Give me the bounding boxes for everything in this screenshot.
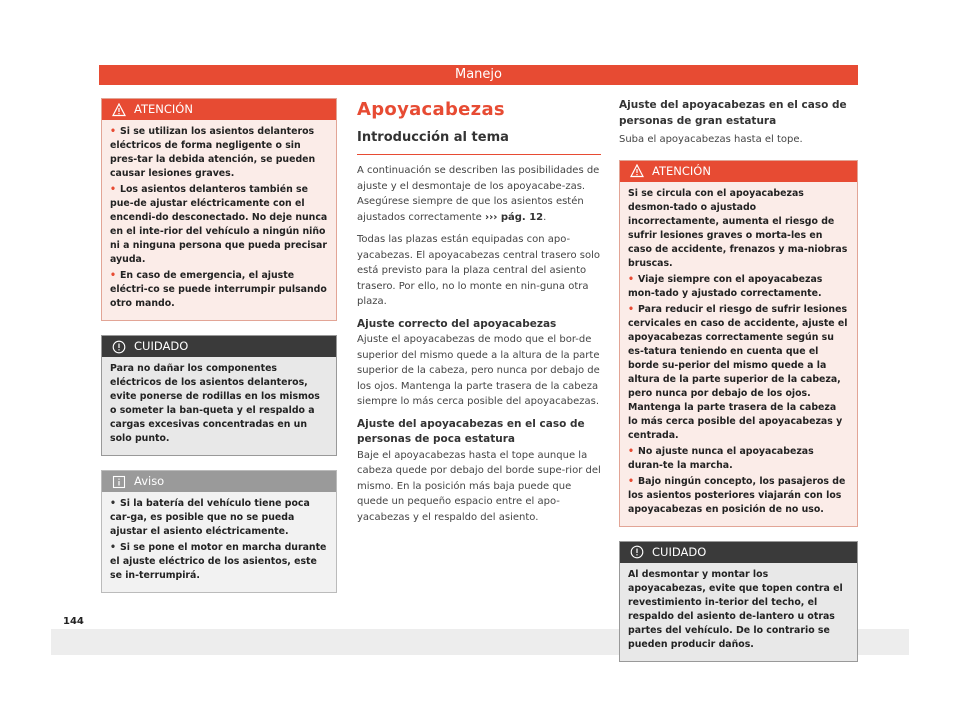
warning-item: • Para reducir el riesgo de sufrir lesiones cervicales en caso de accidente, ajuste el apoyacabezas correctamente según su es-tatura teniendo en cuenta que el borde su-perior del mismo quede a la altura de la parte superior de la cabeza, pero nunca por debajo de los ojos. Mantenga la parte trasera de la cabeza lo más cerca posible del apoyacabezas y centrada. <box>628 303 849 443</box>
note-item: • Si la batería del vehículo tiene poca car-ga, es posible que no se pueda ajustar el asiento eléctricamente. <box>110 497 328 539</box>
caution-box-header <box>620 542 857 563</box>
section-title: Apoyacabezas <box>357 99 505 120</box>
note-item: • Si se pone el motor en marcha durante el ajuste eléctrico de los asientos, este se in-terrumpirá. <box>110 541 328 583</box>
right-column <box>619 98 858 676</box>
caution-circle-icon <box>630 545 644 559</box>
warning-title: ATENCIÓN <box>652 163 711 178</box>
warning-box-header <box>620 161 857 182</box>
caution-body <box>620 563 857 661</box>
caution-title: CUIDADO <box>652 544 707 559</box>
heading-short-persons: Ajuste del apoyacabezas en el caso de personas de poca estatura <box>357 417 585 445</box>
warning-body <box>102 120 336 320</box>
warning-box-headrest <box>619 160 858 527</box>
caution-box-seats <box>101 335 337 456</box>
warning-item: • Viaje siempre con el apoyacabezas mon-tado y ajustado correctamente. <box>628 273 849 301</box>
note-title: Aviso <box>134 474 165 488</box>
caution-body <box>102 357 336 455</box>
caution-box-header <box>102 336 336 357</box>
left-column <box>101 98 337 607</box>
warning-item: • No ajuste nunca el apoyacabezas duran-te la marcha. <box>628 445 849 473</box>
heading-tall-persons: Ajuste del apoyacabezas en el caso de personas de gran estatura <box>619 99 847 127</box>
caution-title: CUIDADO <box>134 339 189 353</box>
manual-page <box>51 49 909 650</box>
section-header: Manejo <box>99 65 858 85</box>
paragraph-tall-persons: Suba el apoyacabezas hasta el tope. <box>619 134 803 145</box>
heading-correct-adjustment: Ajuste correcto del apoyacabezas <box>357 317 557 330</box>
caution-text: Al desmontar y montar los apoyacabezas, evite que topen contra el revestimiento in-terior del techo, el respaldo del asiento de-lantero u otras partes del vehículo. De lo contrario se pueden producir daños. <box>628 568 843 650</box>
section-subtitle: Introducción al tema <box>357 130 601 155</box>
intro-paragraph <box>357 163 601 225</box>
note-box <box>101 470 337 593</box>
note-body <box>102 492 336 592</box>
warning-intro: Si se circula con el apoyacabezas desmon-tado o ajustado incorrectamente, aumenta el riesgo de sufrir lesiones graves o morta-les en caso de accidente, frenazos y ma-niobras bruscas. <box>628 187 848 269</box>
intro-text: A continuación se describen las posibilidades de ajuste y el desmontaje de los apoyacabe-zas. Asegúrese siempre de que los asientos estén ajustados correctamente <box>357 165 600 223</box>
warning-item: • Bajo ningún concepto, los pasajeros de los asientos posteriores viajarán con los apoyacabezas en posición de no uso. <box>628 475 849 517</box>
paragraph-all-seats: Todas las plazas están equipadas con apo-yacabezas. El apoyacabezas central trasero solo está previsto para la plaza central del asiento trasero. Por ello, no lo monte en nin-guna otra plaza. <box>357 234 600 307</box>
warning-box-seats <box>101 98 337 321</box>
page-reference-link[interactable]: ››› pág. 12 <box>485 211 544 223</box>
caution-box-headrest <box>619 541 858 662</box>
note-box-header <box>102 471 336 492</box>
warning-triangle-icon <box>112 103 126 117</box>
intro-end: . <box>543 211 547 223</box>
warning-item: • Los asientos delanteros también se pue-de ajustar eléctricamente con el encendi-do desconectado. No deje nunca en el inte-rior del vehículo a ningún niño ni a ninguna persona que pueda precisar ayuda. <box>110 183 328 267</box>
caution-text: Para no dañar los componentes eléctricos de los asientos delanteros, evite ponerse de rodillas en los mismos o someter la ban-queta y el respaldo a cargas excesivas concentradas en un solo punto. <box>110 363 320 444</box>
middle-column <box>357 98 601 532</box>
paragraph-correct-adjustment: Ajuste el apoyacabezas de modo que el bor-de superior del mismo quede a la altura de la parte superior de la cabeza, pero nunca por debajo de los ojos. Mantenga la parte trasera de la cabeza siempre lo más cerca posible del apoyacabezas. <box>357 334 600 407</box>
warning-item: • Si se utilizan los asientos delanteros eléctricos de forma negligente o sin pres-tar la debida atención, se pueden causar lesiones graves. <box>110 125 328 181</box>
warning-box-header <box>102 99 336 120</box>
caution-circle-icon <box>112 340 126 354</box>
info-icon <box>112 475 126 489</box>
warning-triangle-icon <box>630 164 644 178</box>
page-frame <box>51 49 909 655</box>
warning-item: • En caso de emergencia, el ajuste eléctri-co se puede interrumpir pulsando otro mando. <box>110 269 328 311</box>
page-number: 144 <box>63 616 84 627</box>
warning-title: ATENCIÓN <box>134 102 193 116</box>
warning-body <box>620 182 857 526</box>
paragraph-short-persons: Baje el apoyacabezas hasta el tope aunque la cabeza quede por debajo del borde supe-rior del mismo. En la posición más baja puede que quede un pequeño espacio entre el apo-yacabezas y el respaldo del asiento. <box>357 449 601 523</box>
